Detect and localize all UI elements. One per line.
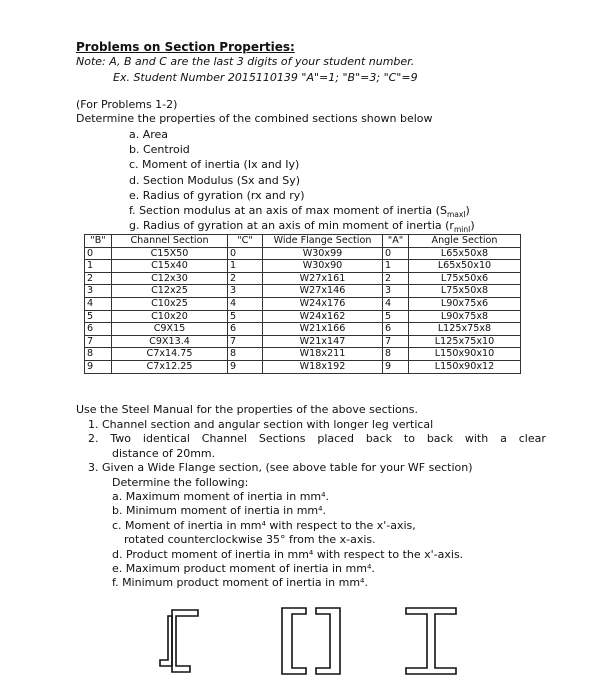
problem-2-word: Channel: [201, 432, 247, 446]
table-cell-angle: L75x50x8: [409, 285, 521, 298]
problem-3-d: d. Product moment of inertia in mm⁴ with respect to the x'-axis.: [112, 547, 464, 561]
property-item: b. Centroid: [129, 143, 190, 157]
table-row: [85, 285, 521, 298]
table-header-row: [85, 235, 521, 248]
property-item: d. Section Modulus (Sx and Sy): [129, 173, 301, 187]
table-row: [85, 310, 521, 323]
table-cell-c: 7: [228, 335, 263, 348]
table-cell-wf: W27x146: [263, 285, 383, 298]
header-channel: Channel Section: [112, 235, 228, 248]
table-cell-wf: W18x192: [263, 360, 383, 373]
table-cell-a: 2: [383, 272, 409, 285]
table-cell-c: 5: [228, 310, 263, 323]
table-cell-angle: L125x75x8: [409, 323, 521, 336]
table-cell-channel: C7x12.25: [112, 360, 228, 373]
table-cell-angle: L90x75x6: [409, 297, 521, 310]
problem-2-word: Two: [110, 432, 132, 446]
table-cell-c: 0: [228, 247, 263, 260]
table-cell-c: 8: [228, 348, 263, 361]
table-cell-wf: W24x176: [263, 297, 383, 310]
table-cell-wf: W18x211: [263, 348, 383, 361]
table-cell-angle: L75x50x6: [409, 272, 521, 285]
problem-2-word: to: [403, 432, 415, 446]
table-cell-channel: C12x25: [112, 285, 228, 298]
header-angle: Angle Section: [409, 235, 521, 248]
page-title: Problems on Section Properties:: [76, 40, 295, 54]
table-cell-a: 7: [383, 335, 409, 348]
problem-3-c: c. Moment of inertia in mm⁴ with respect to the x'-axis,: [112, 518, 416, 532]
table-cell-c: 2: [228, 272, 263, 285]
table-cell-a: 8: [383, 348, 409, 361]
table-cell-b: 0: [85, 247, 112, 260]
table-cell-wf: W24x162: [263, 310, 383, 323]
table-cell-b: 5: [85, 310, 112, 323]
problem-2-word: clear: [518, 432, 546, 446]
table-cell-b: 8: [85, 348, 112, 361]
header-b: "B": [85, 235, 112, 248]
table-row: [85, 335, 521, 348]
table-cell-c: 9: [228, 360, 263, 373]
table-cell-b: 1: [85, 260, 112, 273]
table-cell-angle: L150x90x12: [409, 360, 521, 373]
table-cell-a: 5: [383, 310, 409, 323]
table-row: [85, 260, 521, 273]
table-cell-wf: W21x147: [263, 335, 383, 348]
table-cell-angle: L125x75x10: [409, 335, 521, 348]
table-cell-wf: W21x166: [263, 323, 383, 336]
table-cell-a: 0: [383, 247, 409, 260]
table-cell-a: 1: [383, 260, 409, 273]
problem-2-continued: distance of 20mm.: [112, 446, 216, 460]
table-cell-b: 2: [85, 272, 112, 285]
property-item: c. Moment of inertia (Ix and Iy): [129, 158, 300, 172]
table-cell-c: 3: [228, 285, 263, 298]
table-cell-b: 7: [85, 335, 112, 348]
problem-2-word: identical: [142, 432, 190, 446]
table-cell-c: 6: [228, 323, 263, 336]
table-cell-b: 6: [85, 323, 112, 336]
table-cell-angle: L65x50x10: [409, 260, 521, 273]
table-row: [85, 247, 521, 260]
channel-angle-diagram: [160, 610, 198, 672]
table-cell-angle: L90x75x8: [409, 310, 521, 323]
table-row: [85, 360, 521, 373]
table-cell-wf: W27x161: [263, 272, 383, 285]
table-cell-b: 3: [85, 285, 112, 298]
table-cell-c: 4: [228, 297, 263, 310]
table-cell-b: 9: [85, 360, 112, 373]
header-a: "A": [383, 235, 409, 248]
section-table: [84, 234, 521, 374]
problem-3-a: a. Maximum moment of inertia in mm⁴.: [112, 490, 330, 504]
header-wide-flange: Wide Flange Section: [263, 235, 383, 248]
table-cell-a: 9: [383, 360, 409, 373]
use-steel-manual-text: Use the Steel Manual for the properties of the above sections.: [76, 403, 418, 416]
property-item: a. Area: [129, 128, 169, 141]
table-row: [85, 323, 521, 336]
table-cell-channel: C9X15: [112, 323, 228, 336]
table-cell-channel: C10x25: [112, 297, 228, 310]
problem-3-determine: Determine the following:: [112, 475, 249, 489]
table-cell-channel: C10x20: [112, 310, 228, 323]
table-cell-angle: L150x90x10: [409, 348, 521, 361]
problem-2-word: 2.: [88, 432, 99, 446]
table-cell-channel: C9X13.4: [112, 335, 228, 348]
table-cell-channel: C12x30: [112, 272, 228, 285]
problem-2-word: placed: [317, 432, 354, 446]
problem-2: [76, 432, 546, 446]
table-cell-wf: W30x99: [263, 247, 383, 260]
note-text: Note: A, B and C are the last 3 digits of your student number.: [76, 55, 415, 68]
table-row: [85, 272, 521, 285]
problem-3-f: f. Minimum product moment of inertia in mm⁴.: [112, 576, 368, 590]
table-cell-b: 4: [85, 297, 112, 310]
wide-flange-diagram: [406, 608, 456, 674]
table-row: [85, 348, 521, 361]
problem-1: 1. Channel section and angular section with longer leg vertical: [88, 418, 434, 431]
double-channel-diagram: [282, 608, 340, 674]
problem-3: 3. Given a Wide Flange section, (see above table for your WF section): [88, 461, 473, 475]
table-cell-a: 3: [383, 285, 409, 298]
section-diagrams: [150, 596, 470, 676]
for-problems-text: (For Problems 1-2): [76, 98, 178, 111]
problem-list: [76, 418, 546, 591]
problem-2-word: back: [365, 432, 392, 446]
property-item: g. Radius of gyration at an axis of min moment of inertia $(r_{minI})$: [129, 219, 475, 235]
problem-2-word: Sections: [258, 432, 306, 446]
table-cell-channel: C15X50: [112, 247, 228, 260]
table-cell-a: 4: [383, 297, 409, 310]
problem-3-b: b. Minimum moment of inertia in mm⁴.: [112, 504, 327, 518]
example-text: Ex. Student Number 2015110139 "A"=1; "B"=3; "C"=9: [113, 71, 418, 84]
property-item: e. Radius of gyration (rx and ry): [129, 188, 305, 202]
table-cell-wf: W30x90: [263, 260, 383, 273]
table-body: [85, 247, 521, 373]
determine-text: Determine the properties of the combined sections shown below: [76, 112, 433, 125]
problem-2-word: with: [464, 432, 489, 446]
table-cell-channel: C15x40: [112, 260, 228, 273]
table-row: [85, 297, 521, 310]
problem-2-word: back: [426, 432, 453, 446]
table-cell-channel: C7x14.75: [112, 348, 228, 361]
problem-2-word: a: [500, 432, 507, 446]
table-cell-c: 1: [228, 260, 263, 273]
properties-list: [129, 127, 475, 233]
problem-3-e: e. Maximum product moment of inertia in mm⁴.: [112, 562, 375, 576]
table-cell-angle: L65x50x8: [409, 247, 521, 260]
header-c: "C": [228, 235, 263, 248]
table-cell-a: 6: [383, 323, 409, 336]
property-item: f. Section modulus at an axis of max moment of inertia $(S_{maxI})$: [129, 203, 470, 220]
problem-3-c-continued: rotated counterclockwise 35° from the x-axis.: [124, 533, 376, 547]
